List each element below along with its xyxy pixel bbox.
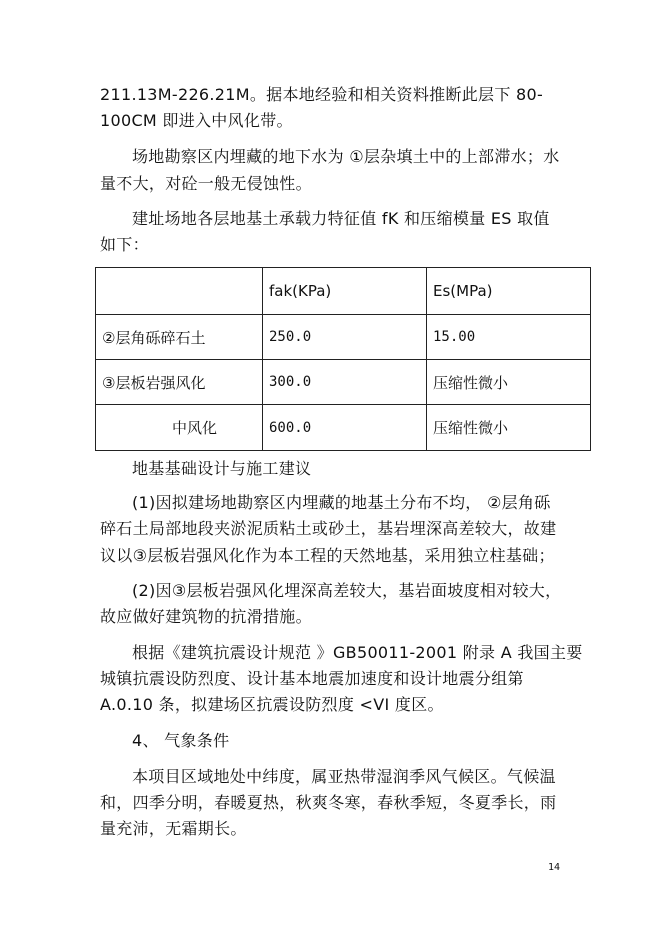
para2-line1: 场地勘察区内埋藏的地下水为 ①层杂填土中的上部滞水；水 bbox=[132, 147, 560, 166]
table-header-cell: fak(KPa) bbox=[263, 268, 427, 315]
table-cell-layer: 中风化 bbox=[96, 405, 263, 451]
table-cell-es: 压缩性微小 bbox=[427, 360, 591, 405]
table-cell-fak: 600.0 bbox=[263, 405, 427, 451]
climate-line3: 量充沛，无霜期长。 bbox=[100, 819, 247, 838]
section-heading: 地基基础设计与施工建议 bbox=[132, 459, 312, 478]
table-cell-es: 压缩性微小 bbox=[427, 405, 591, 451]
advice2-line1: (2)因③层板岩强风化埋深高差较大，基岩面坡度相对较大， bbox=[132, 581, 562, 600]
table-row bbox=[96, 315, 591, 360]
table-row bbox=[96, 360, 591, 405]
soil-parameter-table bbox=[95, 267, 591, 451]
seismic-line3: A.0.10 条，拟建场区抗震设防烈度 <VI 度区。 bbox=[100, 695, 444, 714]
page-number: 14 bbox=[548, 862, 561, 873]
table-row bbox=[96, 405, 591, 451]
table-header-cell: Es(MPa) bbox=[427, 268, 591, 315]
table-cell-fak: 300.0 bbox=[263, 360, 427, 405]
para3-line2: 如下： bbox=[100, 235, 149, 254]
table-cell-es: 15.00 bbox=[427, 315, 591, 360]
table-header-row bbox=[96, 268, 591, 315]
table-cell-fak: 250.0 bbox=[263, 315, 427, 360]
para2-line2: 量不大，对砼一般无侵蚀性。 bbox=[100, 174, 312, 193]
para1-line2: 100CM 即进入中风化带。 bbox=[100, 111, 293, 130]
climate-line1: 本项目区域地处中纬度，属亚热带湿润季风气候区。气候温 bbox=[132, 767, 556, 786]
table-cell-layer: ②层角砾碎石土 bbox=[96, 315, 263, 360]
climate-line2: 和，四季分明，春暖夏热，秋爽冬寒，春秋季短，冬夏季长，雨 bbox=[100, 793, 557, 812]
table-header-cell bbox=[96, 268, 263, 315]
para3-line1: 建址场地各层地基土承载力特征值 fK 和压缩模量 ES 取值 bbox=[132, 209, 550, 228]
advice1-line2: 碎石土局部地段夹淤泥质粘土或砂土，基岩埋深高差较大，故建 bbox=[100, 519, 557, 538]
seismic-line2: 城镇抗震设防烈度、设计基本地震加速度和设计地震分组第 bbox=[100, 669, 524, 688]
para1-line1: 211.13M-226.21M。据本地经验和相关资料推断此层下 80- bbox=[100, 85, 544, 104]
advice2-line2: 故应做好建筑物的抗滑措施。 bbox=[100, 607, 312, 626]
advice1-line3: 议以③层板岩强风化作为本工程的天然地基，采用独立柱基础； bbox=[100, 546, 555, 565]
seismic-line1: 根据《建筑抗震设计规范 》GB50011-2001 附录 A 我国主要 bbox=[132, 643, 583, 662]
climate-heading: 4、 气象条件 bbox=[132, 731, 230, 750]
advice1-line1: (1)因拟建场地勘察区内埋藏的地基土分布不均， ②层角砾 bbox=[132, 493, 551, 512]
table-cell-layer: ③层板岩强风化 bbox=[96, 360, 263, 405]
